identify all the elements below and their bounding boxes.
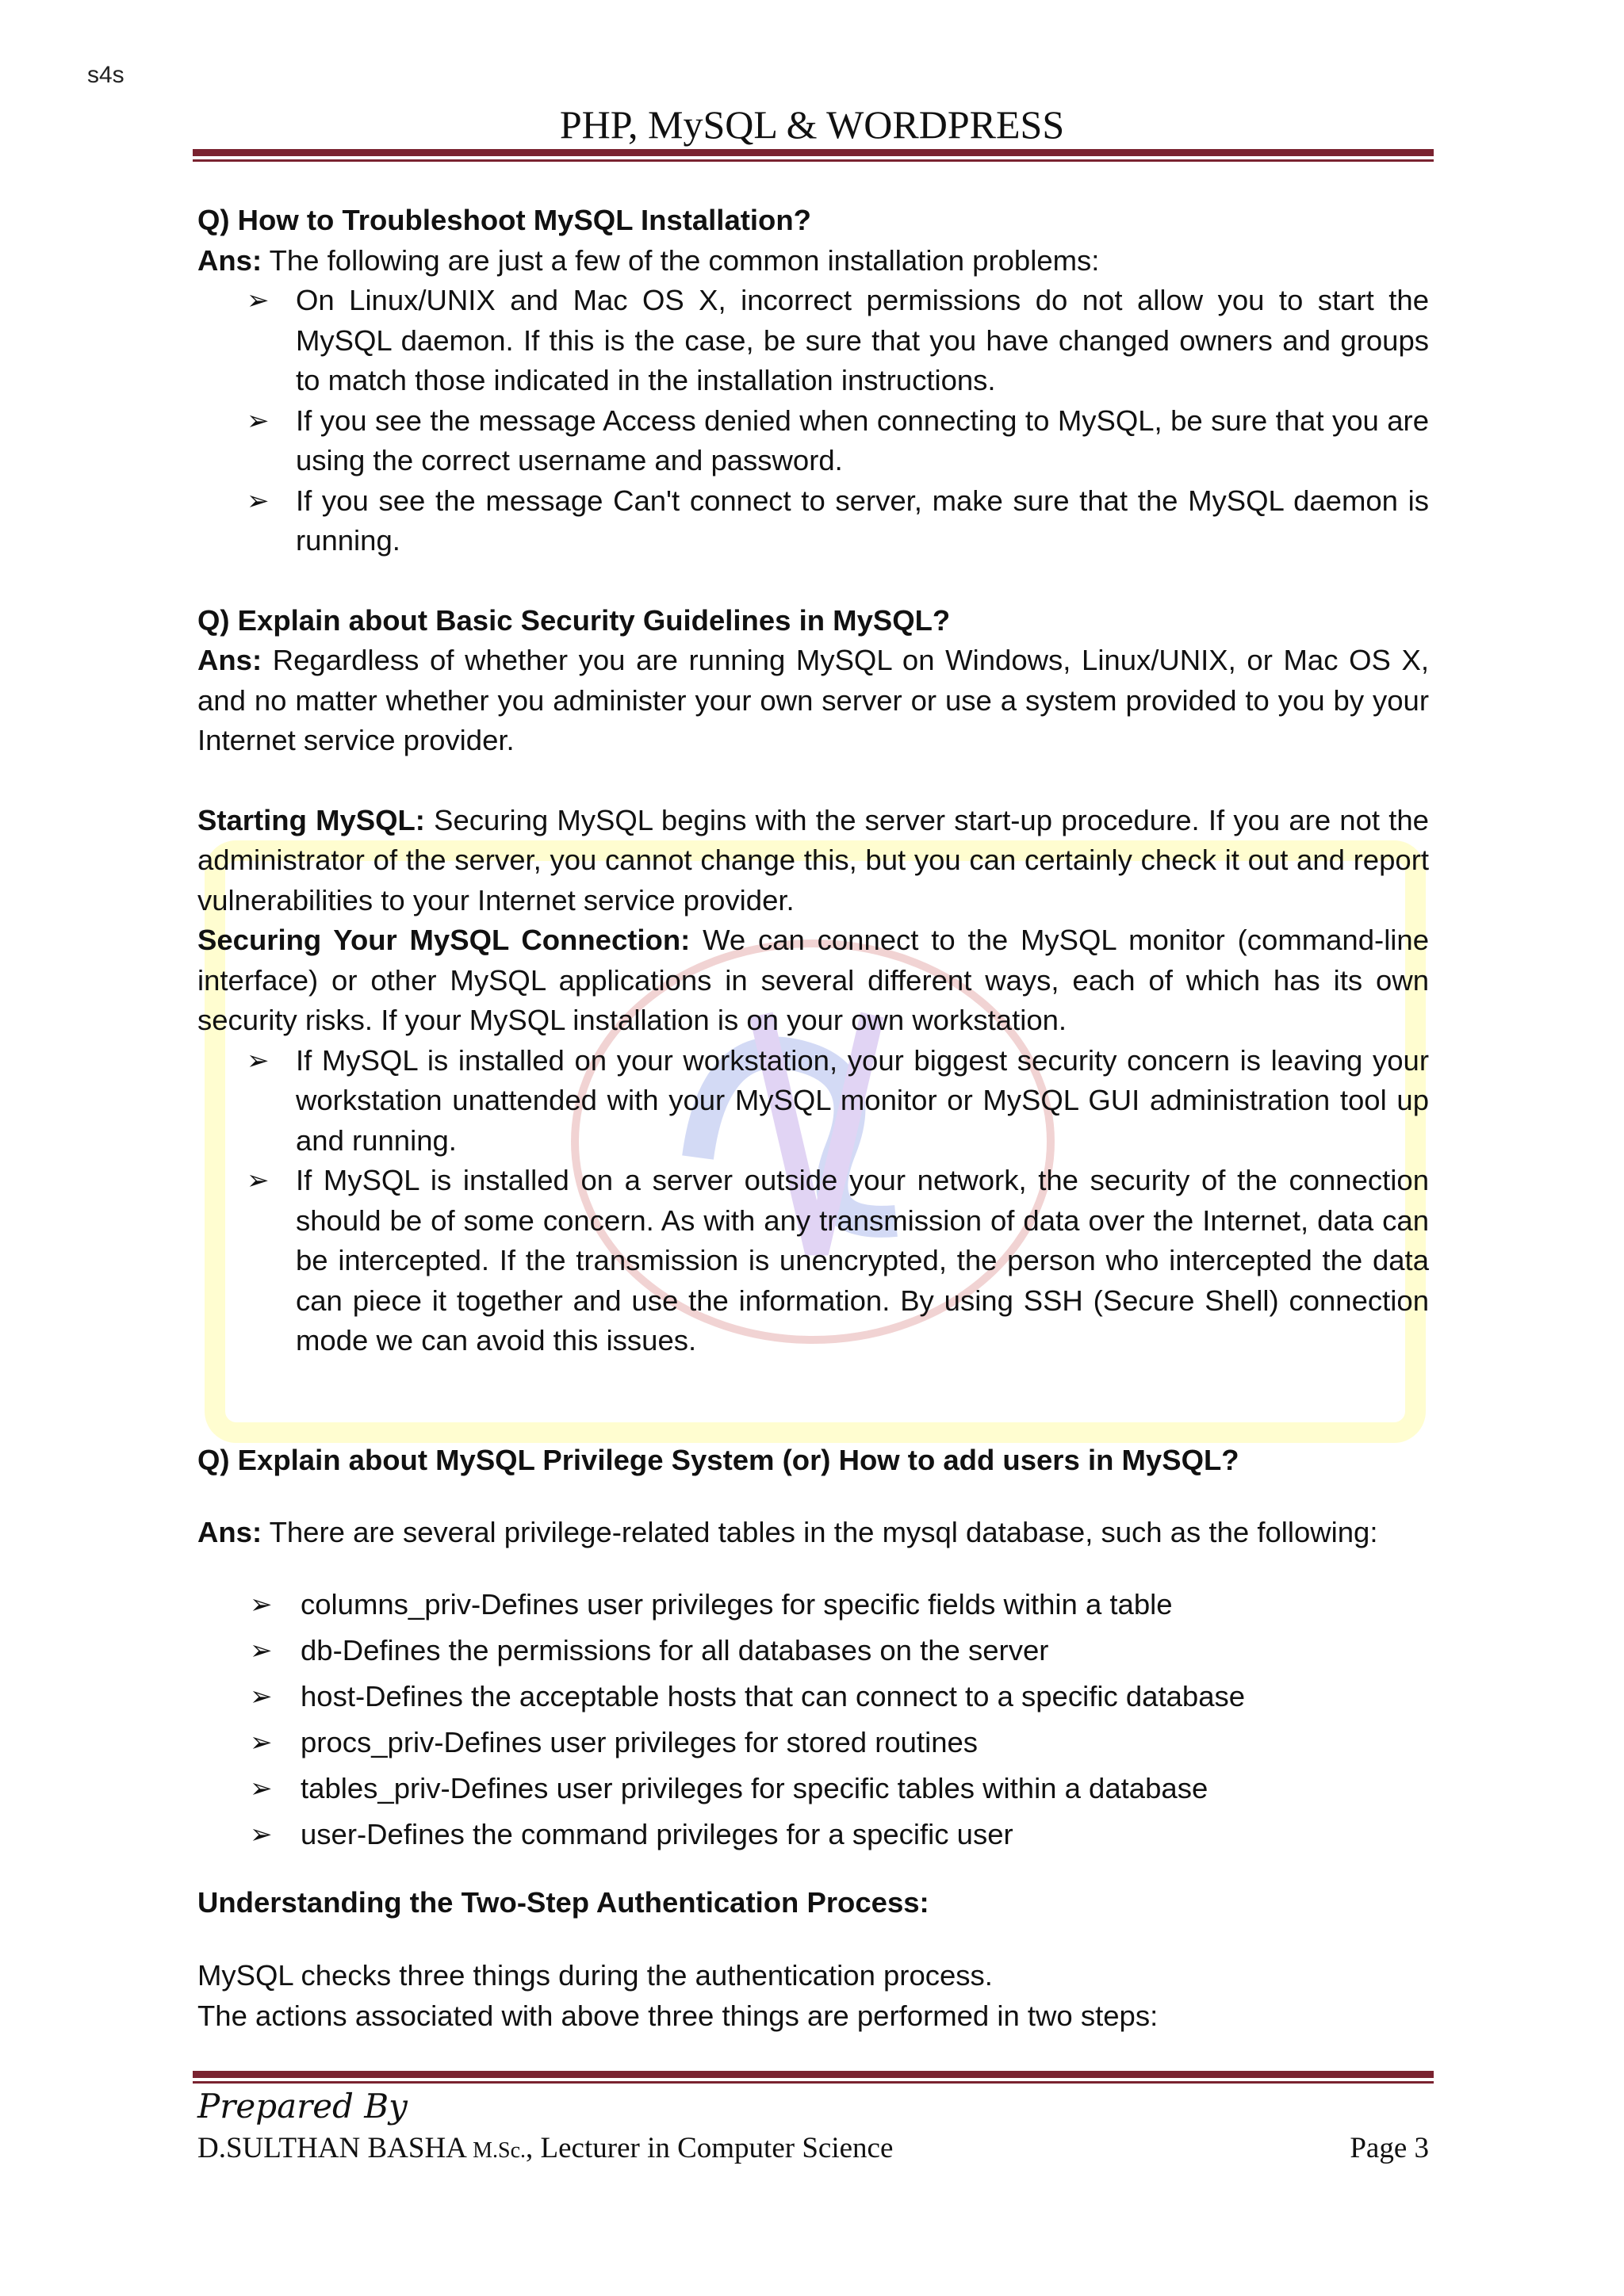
arrow-bullet-icon: ➢ [247, 404, 270, 437]
answer-label: Ans: [197, 1516, 262, 1548]
question-heading: Q) Explain about Basic Security Guidelines in MySQL? [197, 603, 951, 637]
answer-paragraph [197, 641, 1429, 761]
bullet-list [197, 1041, 1429, 1361]
securing-connection-paragraph: Securing Your MySQL Connection: We can connect to the MySQL monitor (command-line interface) or other MySQL applications in several different ways, each of which has its own security risks. If your MySQL installation is on your own workstation. [197, 924, 1430, 1036]
answer-text: There are several privilege-related tables in the mysql database, such as the following: [262, 1516, 1378, 1548]
page-header-title: PHP, MySQL & WORDPRESS [559, 102, 1065, 147]
arrow-bullet-icon: ➢ [250, 1772, 273, 1804]
question-heading: Q) How to Troubleshoot MySQL Installation? [197, 204, 811, 236]
list-item: ➢ user-Defines the command privileges for a specific user [197, 1812, 1429, 1858]
prepared-by-label: Prepared By [197, 2087, 408, 2126]
page-content [197, 201, 1429, 2036]
author-line: D.SULTHAN BASHA M.Sc., Lecturer in Computer Science [197, 2132, 894, 2164]
arrow-bullet-icon: ➢ [250, 1680, 273, 1712]
header-rule [193, 149, 1434, 162]
arrow-bullet-icon: ➢ [250, 1726, 273, 1758]
privilege-table-list [197, 1582, 1429, 1858]
arrow-bullet-icon: ➢ [247, 1044, 270, 1077]
page-number: Page 3 [1350, 2132, 1429, 2164]
list-item: ➢ If you see the message Access denied when connecting to MySQL, be sure that you are using the correct username and password. [197, 401, 1429, 481]
list-item: ➢ On Linux/UNIX and Mac OS X, incorrect permissions do not allow you to start the MySQL daemon. If this is the case, be sure that you have changed owners and groups to match those indicated in the installation instructions. [197, 281, 1429, 401]
body-line: MySQL checks three things during the authentication process. [197, 1959, 993, 1992]
arrow-bullet-icon: ➢ [247, 1165, 270, 1196]
list-item: ➢ host-Defines the acceptable hosts that can connect to a specific database [197, 1674, 1429, 1720]
footer-rule [193, 2071, 1434, 2084]
arrow-bullet-icon: ➢ [250, 1588, 273, 1621]
answer-label: Ans: [197, 243, 262, 277]
answer-text: The following are just a few of the common installation problems: [262, 243, 1100, 277]
body-line: The actions associated with above three things are performed in two steps: [197, 1999, 1159, 2032]
starting-mysql-paragraph: Starting MySQL: Securing MySQL begins with the server start-up procedure. If you are not the administrator of the server, you cannot change this, but you can certainly check it out and report vulnerabilities to your Internet service provider. [197, 803, 1429, 916]
answer-paragraph [197, 241, 1429, 281]
corner-tag: s4s [87, 62, 124, 88]
subheading: Understanding the Two-Step Authentication Process: [197, 1885, 929, 1919]
list-item: ➢ If you see the message Can't connect to server, make sure that the MySQL daemon is running. [197, 481, 1429, 561]
list-item: ➢ If MySQL is installed on your workstation, your biggest security concern is leaving your workstation unattended with your MySQL monitor or MySQL GUI administration tool up and running. [197, 1041, 1429, 1161]
arrow-bullet-icon: ➢ [250, 1818, 273, 1850]
list-item: ➢ tables_priv-Defines user privileges for specific tables within a database [197, 1766, 1429, 1812]
list-item: ➢ columns_priv-Defines user privileges for specific fields within a table [197, 1582, 1429, 1628]
answer-label: Ans: [197, 644, 262, 676]
arrow-bullet-icon: ➢ [250, 1634, 273, 1667]
list-item: ➢ If MySQL is installed on a server outside your network, the security of the connection should be of some concern. As with any transmission of data over the Internet, data can be intercepted. If the transmission is unencrypted, the person who intercepted the data can piece it together and use the information. By using SSH (Secure Shell) connection mode we can avoid this issues. [197, 1161, 1429, 1361]
list-item: ➢ procs_priv-Defines user privileges for stored routines [197, 1720, 1429, 1766]
bullet-list [197, 281, 1429, 561]
answer-paragraph [197, 1513, 1429, 1553]
arrow-bullet-icon: ➢ [247, 285, 270, 316]
question-heading: Q) Explain about MySQL Privilege System (or) How to add users in MySQL? [197, 1443, 1239, 1476]
list-item: ➢ db-Defines the permissions for all databases on the server [197, 1628, 1429, 1674]
answer-text: Regardless of whether you are running MySQL on Windows, Linux/UNIX, or Mac OS X, and no matter whether you administer your own server or use a system provided to you by your Internet service provider. [197, 644, 1429, 756]
arrow-bullet-icon: ➢ [247, 484, 270, 517]
